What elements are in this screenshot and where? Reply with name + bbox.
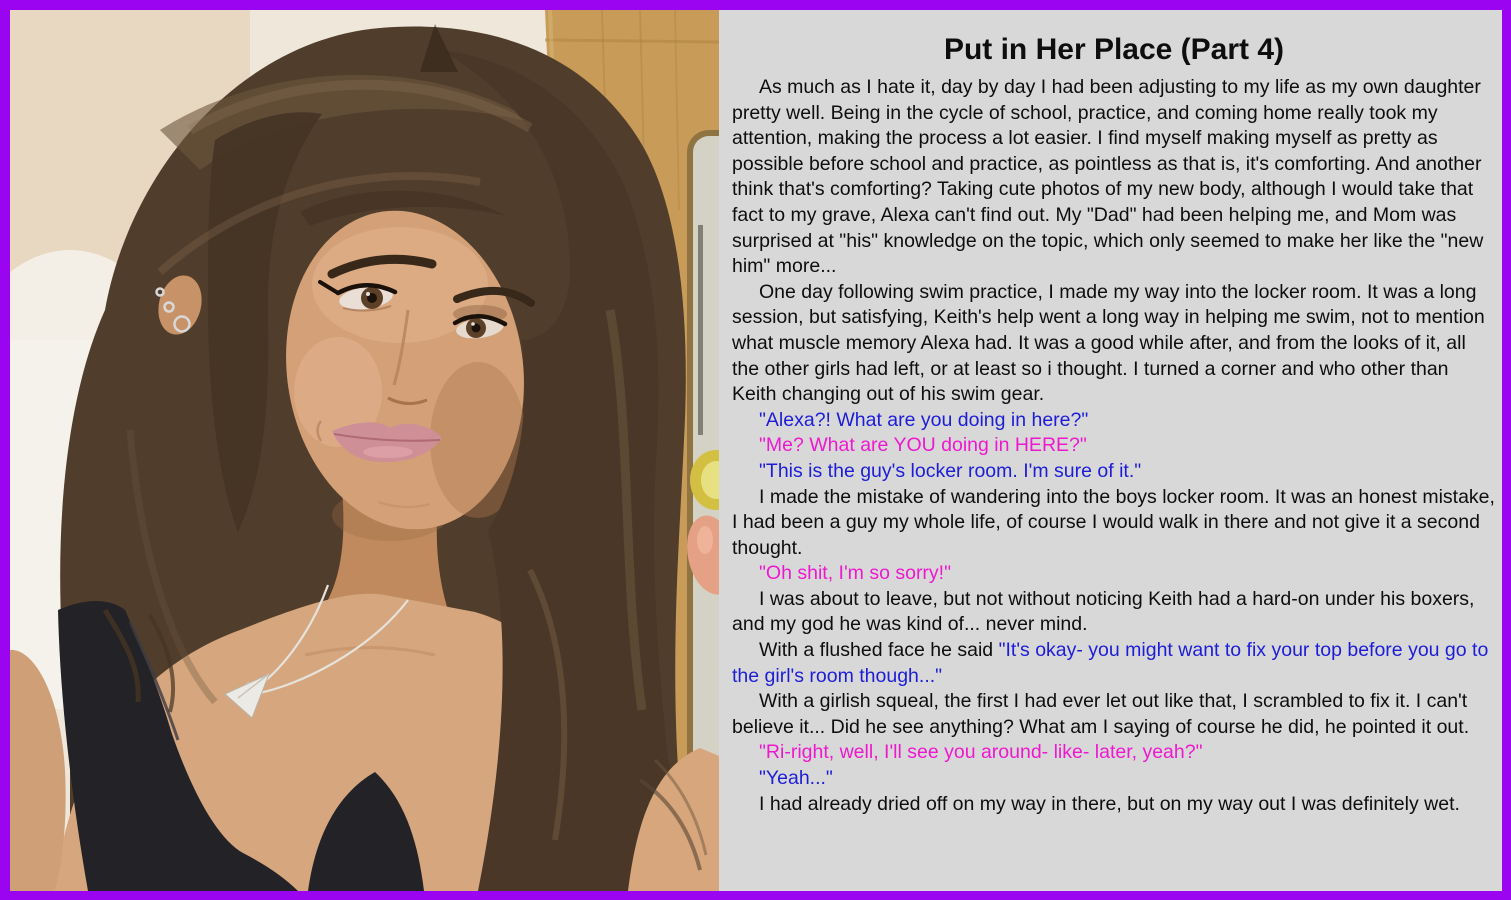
- dialog-line: [732, 561, 1496, 587]
- text-segment: "Me? What are YOU doing in HERE?": [759, 434, 1087, 457]
- narration-paragraph: [732, 587, 1496, 638]
- text-segment: "Yeah...": [759, 767, 833, 790]
- story-panel: [719, 10, 1502, 891]
- text-segment: "Oh shit, I'm so sorry!": [759, 562, 952, 585]
- narration-paragraph: [732, 75, 1496, 280]
- text-segment: "It's okay- you might want to fix your top before you go to the girl's room though...": [732, 639, 1489, 687]
- narration-paragraph: [732, 792, 1496, 818]
- dialog-line: [732, 740, 1496, 766]
- dialog-line: [732, 766, 1496, 792]
- text-segment: "This is the guy's locker room. I'm sure of it.": [759, 459, 1142, 482]
- text-segment: One day following swim practice, I made my way into the locker room. It was a long session, but satisfying, Keith's help went a long way in helping me swim, not to mention what muscle memory Alexa had. It was a good while after, and from the looks of it, all the other girls had left, or at least so i thought. I turned a corner and who other than Keith changing out of his swim gear.: [732, 280, 1485, 406]
- dialog-line: [732, 459, 1496, 485]
- text-segment: As much as I hate it, day by day I had been adjusting to my life as my own daughter pretty well. Being in the cycle of school, practice, and coming home really took my attention, making the process a lot easier. I find myself making myself as pretty as possible before school and practice, as pointless as that is, it's comforting. And another think that's comforting? Taking cute photos of my new body, although I would take that fact to my grave, Alexa can't find out. My "Dad" had been helping me, and Mom was surprised at "his" knowledge on the topic, which only seemed to make her like the "new him" more...: [732, 76, 1484, 278]
- narration-paragraph: [732, 689, 1496, 740]
- narration-paragraph: [732, 485, 1496, 562]
- portrait-photo: [10, 10, 719, 891]
- text-segment: "Alexa?! What are you doing in here?": [759, 408, 1089, 431]
- text-segment: With a girlish squeal, the first I had ever let out like that, I scrambled to fix it. I can't believe it... Did he see anything? What am I saying of course he did, he pointed it out.: [732, 690, 1470, 738]
- story-title: Put in Her Place (Part 4): [943, 33, 1285, 66]
- text-segment: "Ri-right, well, I'll see you around- like- later, yeah?": [759, 741, 1203, 764]
- text-segment: I had already dried off on my way in there, but on my way out I was definitely wet.: [759, 792, 1460, 815]
- text-segment: I made the mistake of wandering into the boys locker room. It was an honest mistake, I had been a guy my whole life, of course I would walk in there and not give it a second thought.: [732, 485, 1495, 559]
- text-segment: I was about to leave, but not without noticing Keith had a hard-on under his boxers, and my god he was kind of... never mind.: [732, 587, 1475, 636]
- narration-paragraph: [732, 280, 1496, 408]
- narration-paragraph: [732, 638, 1496, 689]
- dialog-line: [732, 408, 1496, 434]
- portrait-illustration: [10, 10, 719, 891]
- story-body: [732, 75, 1496, 817]
- dialog-line: [732, 433, 1496, 459]
- text-segment: With a flushed face he said: [759, 639, 999, 662]
